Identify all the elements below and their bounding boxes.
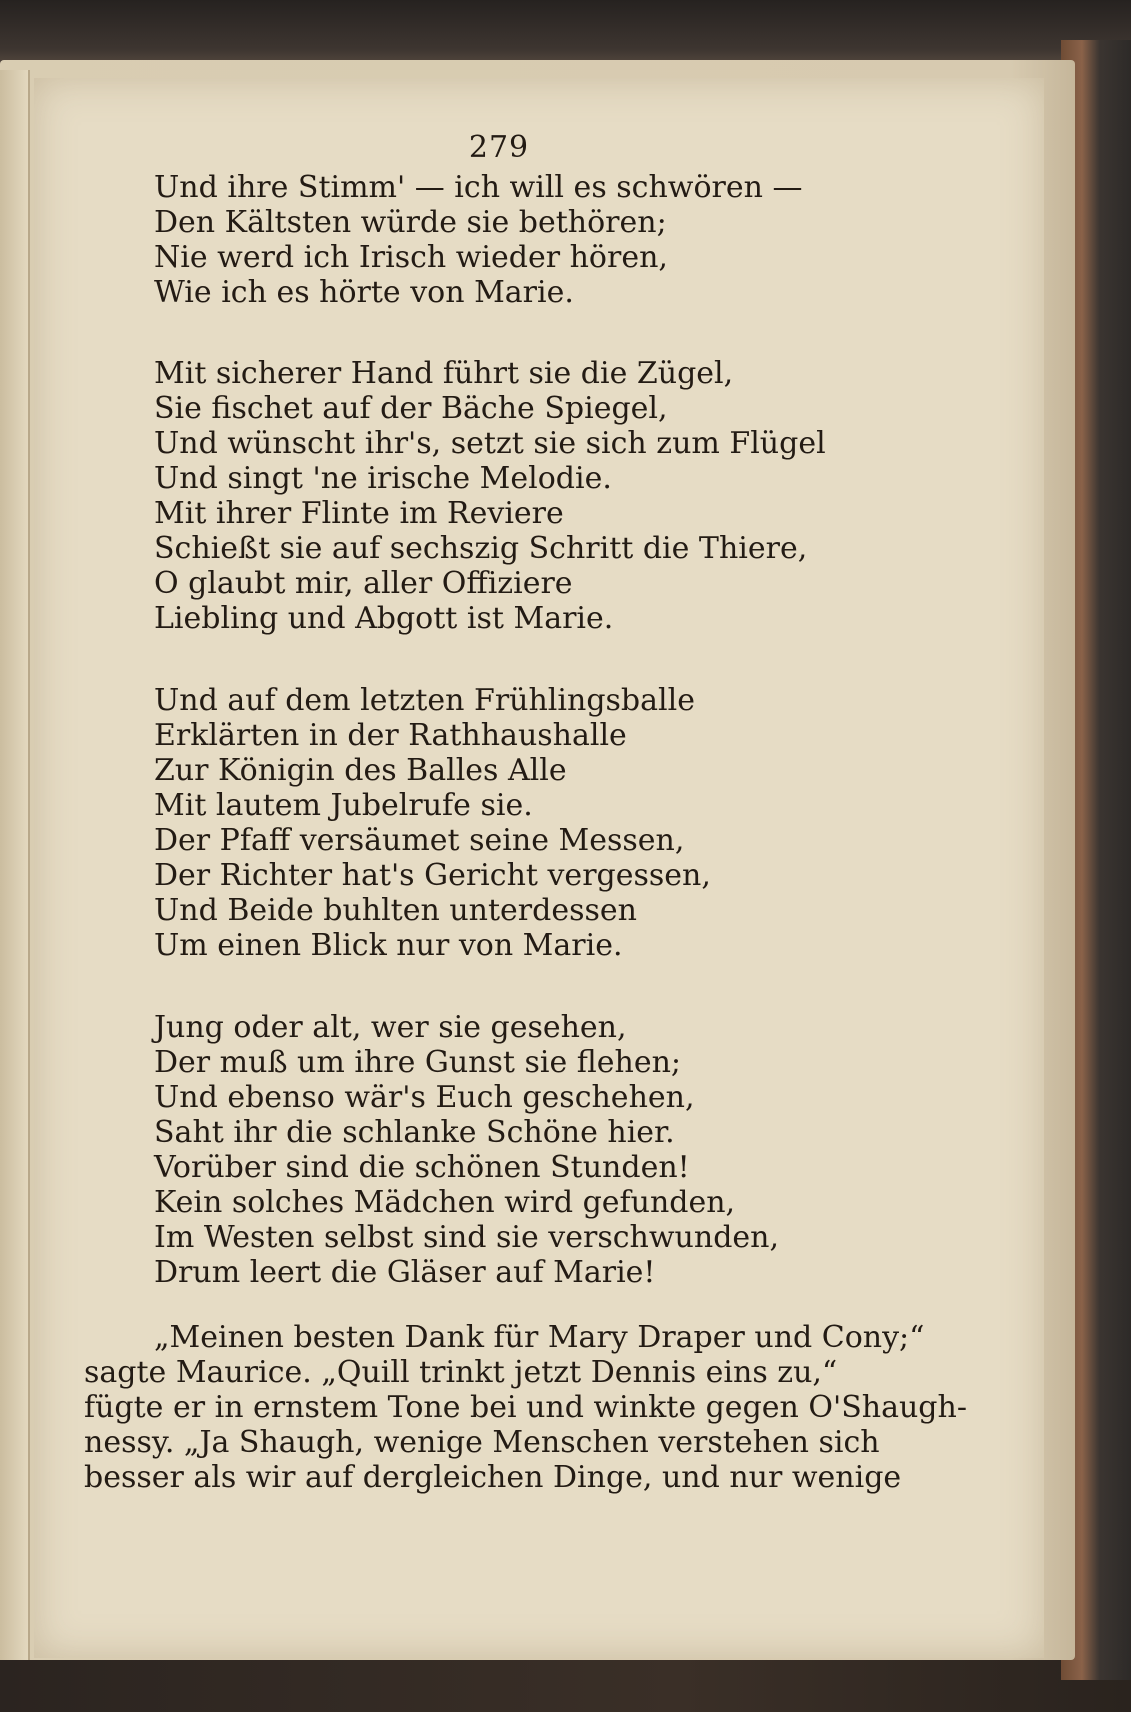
verse-line: Und ihre Stimm' — ich will es schwören — — [154, 170, 803, 205]
prose-line: besser als wir auf dergleichen Dinge, und nur wenige — [84, 1460, 902, 1495]
facing-page-edge — [0, 70, 30, 1660]
verse-line: Und Beide buhlten unterdessen — [154, 893, 637, 928]
verse-line: Saht ihr die schlanke Schöne hier. — [154, 1115, 675, 1150]
verse-line: O glaubt mir, aller Offiziere — [154, 566, 573, 601]
poem-stanza-2 — [154, 356, 954, 636]
verse-line: Um einen Blick nur von Marie. — [154, 928, 623, 963]
verse-line: Mit ihrer Flinte im Reviere — [154, 496, 564, 531]
verse-line: Sie fischet auf der Bäche Spiegel, — [154, 391, 668, 426]
poem-stanza-3 — [154, 683, 954, 963]
verse-line: Drum leert die Gläser auf Marie! — [154, 1255, 656, 1290]
verse-line: Nie werd ich Irisch wieder hören, — [154, 240, 668, 275]
prose-line: „Meinen besten Dank für Mary Draper und Cony;“ — [154, 1320, 925, 1355]
prose-paragraph — [84, 1320, 967, 1495]
verse-line: Wie ich es hörte von Marie. — [154, 275, 574, 310]
verse-line: Der muß um ihre Gunst sie flehen; — [154, 1045, 682, 1080]
prose-line: sagte Maurice. „Quill trinkt jetzt Dennis eins zu,“ — [84, 1355, 838, 1390]
verse-line: Schießt sie auf sechszig Schritt die Thiere, — [154, 531, 808, 566]
verse-line: Im Westen selbst sind sie verschwunden, — [154, 1220, 780, 1255]
prose-line: nessy. „Ja Shaugh, wenige Menschen verstehen sich — [84, 1425, 880, 1460]
page-number: 279 — [468, 130, 530, 165]
book-page — [34, 78, 1044, 1658]
verse-line: Der Pfaff versäumet seine Messen, — [154, 823, 685, 858]
verse-line: Und ebenso wär's Euch geschehen, — [154, 1080, 695, 1115]
verse-line: Und auf dem letzten Frühlingsballe — [154, 683, 695, 718]
poem-stanza-1 — [154, 170, 954, 310]
prose-line: fügte er in ernstem Tone bei und winkte gegen O'Shaugh- — [84, 1390, 967, 1425]
verse-line: Und wünscht ihr's, setzt sie sich zum Flügel — [154, 426, 826, 461]
verse-line: Liebling und Abgott ist Marie. — [154, 601, 614, 636]
poem-stanza-4 — [154, 1010, 954, 1290]
verse-line: Zur Königin des Balles Alle — [154, 753, 567, 788]
verse-line: Mit sicherer Hand führt sie die Zügel, — [154, 356, 734, 391]
verse-line: Der Richter hat's Gericht vergessen, — [154, 858, 711, 893]
verse-line: Vorüber sind die schönen Stunden! — [154, 1150, 690, 1185]
verse-line: Mit lautem Jubelrufe sie. — [154, 788, 533, 823]
verse-line: Und singt 'ne irische Melodie. — [154, 461, 612, 496]
verse-line: Kein solches Mädchen wird gefunden, — [154, 1185, 736, 1220]
verse-line: Erklärten in der Rathhaushalle — [154, 718, 627, 753]
verse-line: Jung oder alt, wer sie gesehen, — [154, 1010, 627, 1045]
verse-line: Den Kältsten würde sie bethören; — [154, 205, 667, 240]
